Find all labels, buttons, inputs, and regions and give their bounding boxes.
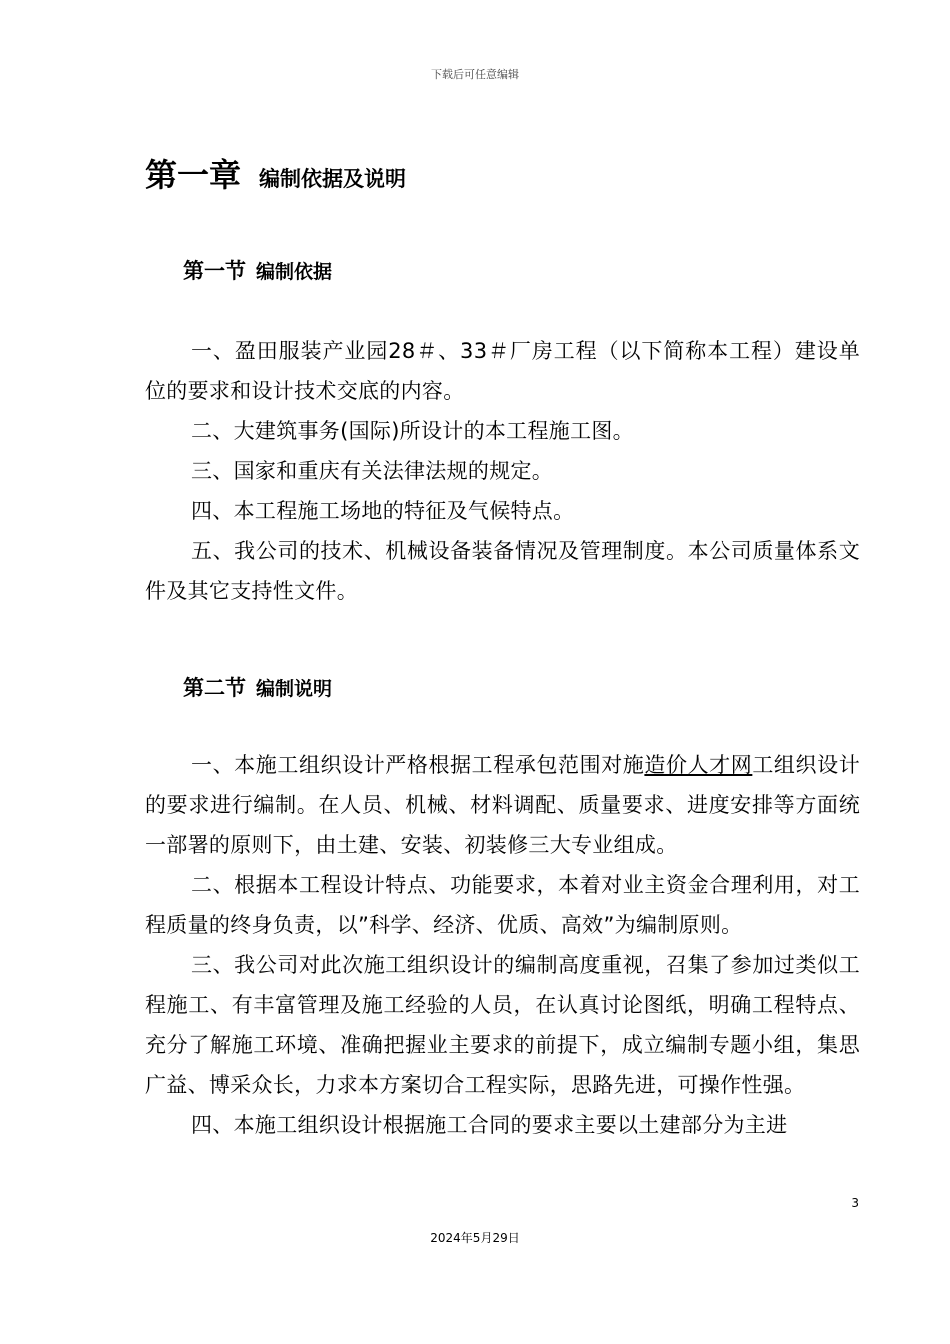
page-footer-date: 2024年5月29日 bbox=[430, 1231, 520, 1245]
page-number: 3 bbox=[851, 1196, 859, 1210]
section-title: 编制依据 bbox=[256, 261, 333, 283]
paragraph: 三、我公司对此次施工组织设计的编制高度重视，召集了参加过类似工程施工、有丰富管理及施工经验的人员，在认真讨论图纸，明确工程特点、充分了解施工环境、准确把握业主要求的前提下，成立编制专题小组，集思广益、博采众长，力求本方案切合工程实际，思路先进，可操作性强。 bbox=[145, 953, 860, 1097]
chapter-title: 编制依据及说明 bbox=[259, 167, 407, 191]
paragraph-text: 一、本施工组织设计严格根据工程承包范围对施 bbox=[191, 753, 645, 777]
paragraph: 一、盈田服装产业园28＃、33＃厂房工程（以下简称本工程）建设单位的要求和设计技术交底的内容。 bbox=[145, 339, 860, 403]
paragraph-with-link bbox=[145, 745, 860, 865]
section-1-body bbox=[145, 331, 860, 611]
section-heading-2 bbox=[183, 672, 332, 702]
paragraph-text: 工组织设计的要求进行编制。在人员、机械、材料调配、质量要求、进度安排等方面统一部署的原则下，由土建、安装、初装修三大专业组成。 bbox=[145, 753, 861, 857]
chapter-number: 第一章 bbox=[145, 156, 242, 194]
paragraph: 二、根据本工程设计特点、功能要求，本着对业主资金合理利用，对工程质量的终身负责，以”科学、经济、优质、高效”为编制原则。 bbox=[145, 873, 860, 937]
chapter-heading bbox=[145, 150, 406, 196]
section-heading-1 bbox=[183, 255, 332, 285]
section-number: 第一节 bbox=[183, 259, 246, 283]
section-2-body bbox=[145, 745, 860, 1145]
paragraph: 二、大建筑事务(国际)所设计的本工程施工图。 bbox=[191, 419, 634, 443]
inline-link[interactable]: 造价人才网 bbox=[644, 753, 753, 777]
section-number: 第二节 bbox=[183, 676, 246, 700]
paragraph: 四、本施工组织设计根据施工合同的要求主要以土建部分为主进 bbox=[191, 1113, 788, 1137]
paragraph: 三、国家和重庆有关法律法规的规定。 bbox=[191, 459, 554, 483]
section-title: 编制说明 bbox=[256, 678, 333, 700]
page-header: 下载后可任意编辑 bbox=[431, 68, 519, 81]
paragraph: 四、本工程施工场地的特征及气候特点。 bbox=[191, 499, 575, 523]
paragraph: 五、我公司的技术、机械设备装备情况及管理制度。本公司质量体系文件及其它支持性文件。 bbox=[145, 539, 860, 603]
